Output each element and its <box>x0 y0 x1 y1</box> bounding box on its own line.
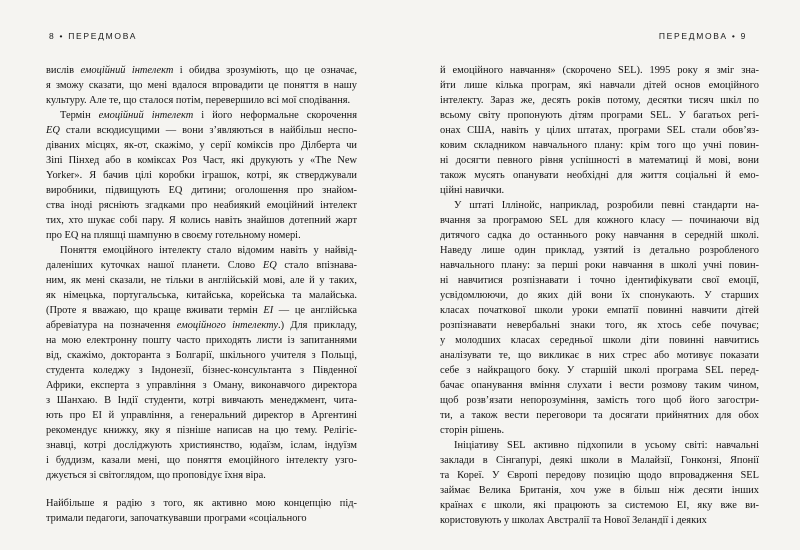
text-line: вислів емоційний інтелект і обидва зрозуміють, що це означає, <box>46 65 357 76</box>
text-line: У штаті Іллінойс, наприклад, розробили певні стандарти на- <box>454 200 759 211</box>
text-line: Поняття емоційного інтелекту стало відомим навіть у найвід- <box>60 245 357 256</box>
text-line: Африки, експерта з управління з Оману, виконавчого директора <box>46 380 357 391</box>
text-line: ти, а також вести переговори та досягати прийнятних для обох <box>440 410 759 421</box>
text-line: у молодших класах середньої школи діти повинні навчитись <box>440 335 759 346</box>
text-line: з Шанхаю. В Індії студенти, котрі вивчають менеджмент, чита- <box>46 395 357 406</box>
text-line: від, скажімо, докторанта з Болгарії, шкільного учителя з Польщі, <box>46 350 357 361</box>
text-line: онах США, навіть у цілих штатах, програми SEL стали обов’яз- <box>440 125 759 136</box>
italic-text: EQ <box>262 260 277 271</box>
text-line: користовують у школах Австралії та Нової Зеландії і деяких <box>440 515 707 526</box>
italic-text: емоційного інтелекту <box>176 320 279 331</box>
text-line: абревіатура на позначення емоційного інтелекту.) Для прикладу, <box>46 320 357 331</box>
text-line: інтелекту. Зараз же, десять років потому, десятки тисяч шкіл по <box>440 95 759 106</box>
text-line: йти лише кілька програм, які навчали дітей основ емоційного <box>440 80 759 91</box>
text-line: на мою електронну пошту часто приходять листи із запитаннями <box>46 335 357 346</box>
running-header-right <box>440 31 759 42</box>
text-line: вчання за програмою SEL для кожного класу — починаючи від <box>440 215 759 226</box>
text-line: EQ стали всюдисущими — вони з’являються в найбільш неспо- <box>46 125 357 136</box>
text-line: ють про EI й управління, а генеральний директор в Аргентині <box>46 410 357 421</box>
text-line: себе з найкращого боку. У старшій школі програма SEL перед- <box>440 365 759 376</box>
text-line: заклади в Сінгапурі, деякі школи в Малайзії, Гонконзі, Японії <box>440 455 759 466</box>
text-line: Найбільше я радію з того, як активно мою концепцію під- <box>46 498 357 509</box>
text-line: знавці, котрі досліджують християнство, юдаїзм, іслам, індуїзм <box>46 440 357 451</box>
page-right <box>440 31 759 528</box>
text-line: всьому світу пропонують дітям програми SEL. У багатьох регі- <box>440 110 759 121</box>
text-line: культуру. Але те, що сталося потім, перевершило всі мої сподівання. <box>46 95 351 106</box>
text-line: розпізнавати невербальні знаки того, як хтось себе почуває; <box>440 320 759 331</box>
text-line: я зможу сказати, що мені вдалося впровадити це поняття в нашу <box>46 80 357 91</box>
text-line: Термін емоційний інтелект і його неформальне скорочення <box>60 110 357 121</box>
paragraph <box>440 63 759 198</box>
text-line: студента коледжу з Індонезії, бізнес-консультанта з Південної <box>46 365 357 376</box>
text-line: й емоційного навчання» (скорочено SEL). 1995 року я зміг зна- <box>440 65 759 76</box>
text-line: діваних місцях, як-от, скажімо, у серії коміксів про Ділберта чи <box>46 140 357 151</box>
text-line: ковим складником навчального плану: крім того що учні повин- <box>440 140 759 151</box>
italic-text: EI <box>263 305 274 316</box>
text-line: виробники, підвищують EQ дитини; оголошення про знайом- <box>46 185 357 196</box>
text-line: Yorker». Я бачив цілі коробки іграшок, котрі, як стверджували <box>46 170 357 181</box>
text-line: джується зі світоглядом, що проповідує їхня віра. <box>46 470 266 481</box>
text-line: навчального плану: за перші роки навчання в школі учні повин- <box>440 260 759 271</box>
paragraph <box>440 438 759 528</box>
text-line: як німецька, португальська, китайська, корейська та малайська. <box>46 290 357 301</box>
running-header-right-text: ПЕРЕДМОВА • 9 <box>658 31 747 41</box>
text-line: про EQ на пляшці шампуню в своєму готельному номері. <box>46 230 301 241</box>
paragraph <box>46 108 357 243</box>
paragraph <box>46 496 357 526</box>
paragraph <box>46 63 357 108</box>
text-line: тримали педагоги, започаткувавши програми «соціального <box>46 513 307 524</box>
text-line: Наведу лише один приклад, узятий із детально розробленого <box>440 245 759 256</box>
text-line: країнах є школи, які працюють за системою EI, яку вже ви- <box>440 500 759 511</box>
text-line: і буддизм, казали мені, що поняття емоційного інтелекту узго- <box>46 455 357 466</box>
text-line: також мусять опанувати необхідні для життя соціальні й емо- <box>440 170 759 181</box>
text-line: займає Велика Британія, хоч уже в більш ніж десяти інших <box>440 485 759 496</box>
text-line: ні навчитися розпізнавати і точно ідентифікувати свої емоції, <box>440 275 759 286</box>
text-line: дитячого садка до останнього року навчання в середній школі. <box>440 230 759 241</box>
text-line: та Кореї. У Європі передову позицію щодо впровадження SEL <box>440 470 759 481</box>
italic-text: емоційний інтелект <box>98 110 194 121</box>
page-body-right <box>440 63 759 528</box>
italic-text: EQ <box>46 125 60 136</box>
text-line: ні досягти певного рівня успішності в математиці й мові, вони <box>440 155 759 166</box>
text-line: щоб розв’язати непорозуміння, замість того щоб його загостри- <box>440 395 759 406</box>
text-line: ства іноді рясніють згадками про неабиякий емоційний інтелект <box>46 200 357 211</box>
text-line: тих, хто шукає собі пару. Я колись навіть знайшов дотепний жарт <box>46 215 357 226</box>
paragraph <box>46 243 357 483</box>
paragraph <box>440 198 759 438</box>
running-header-left-text: 8 • ПЕРЕДМОВА <box>49 31 138 41</box>
text-line: даленіших куточках нашої планети. Слово EQ стало впізнава- <box>46 260 358 271</box>
text-line: класах початкової школи уроки емпатії повинні навчити дітей <box>440 305 759 316</box>
text-line: ним, як мені сказали, не тільки в англійській мові, але й у таких, <box>46 275 357 286</box>
text-line: сторін рішень. <box>440 425 505 436</box>
text-line: бачає опанування вміння слухати і вести розмову таким чином, <box>440 380 759 391</box>
page-body-left <box>46 63 357 526</box>
running-header-left <box>46 31 357 42</box>
text-line: аналізувати те, що викликає в них стрес або мотивує показати <box>440 350 759 361</box>
text-line: ційні навички. <box>440 185 505 196</box>
text-line: усвідомлюючи, до яких дій вони їх спонукають. У старших <box>440 290 759 301</box>
text-line: рекомендує книжку, яку я пізніше написав на цю тему. Релігіє- <box>46 425 357 436</box>
text-line: Зіпі Пінхед або в коміксах Роз Част, які друкують у «The New <box>46 155 357 166</box>
text-line: (Проте я вважаю, що краще вживати термін EI — це англійська <box>46 305 358 316</box>
page-left <box>46 31 357 526</box>
italic-text: емоційний інтелект <box>80 65 174 76</box>
text-line: Ініціативу SEL активно підхопили в усьому світі: навчальні <box>454 440 759 451</box>
